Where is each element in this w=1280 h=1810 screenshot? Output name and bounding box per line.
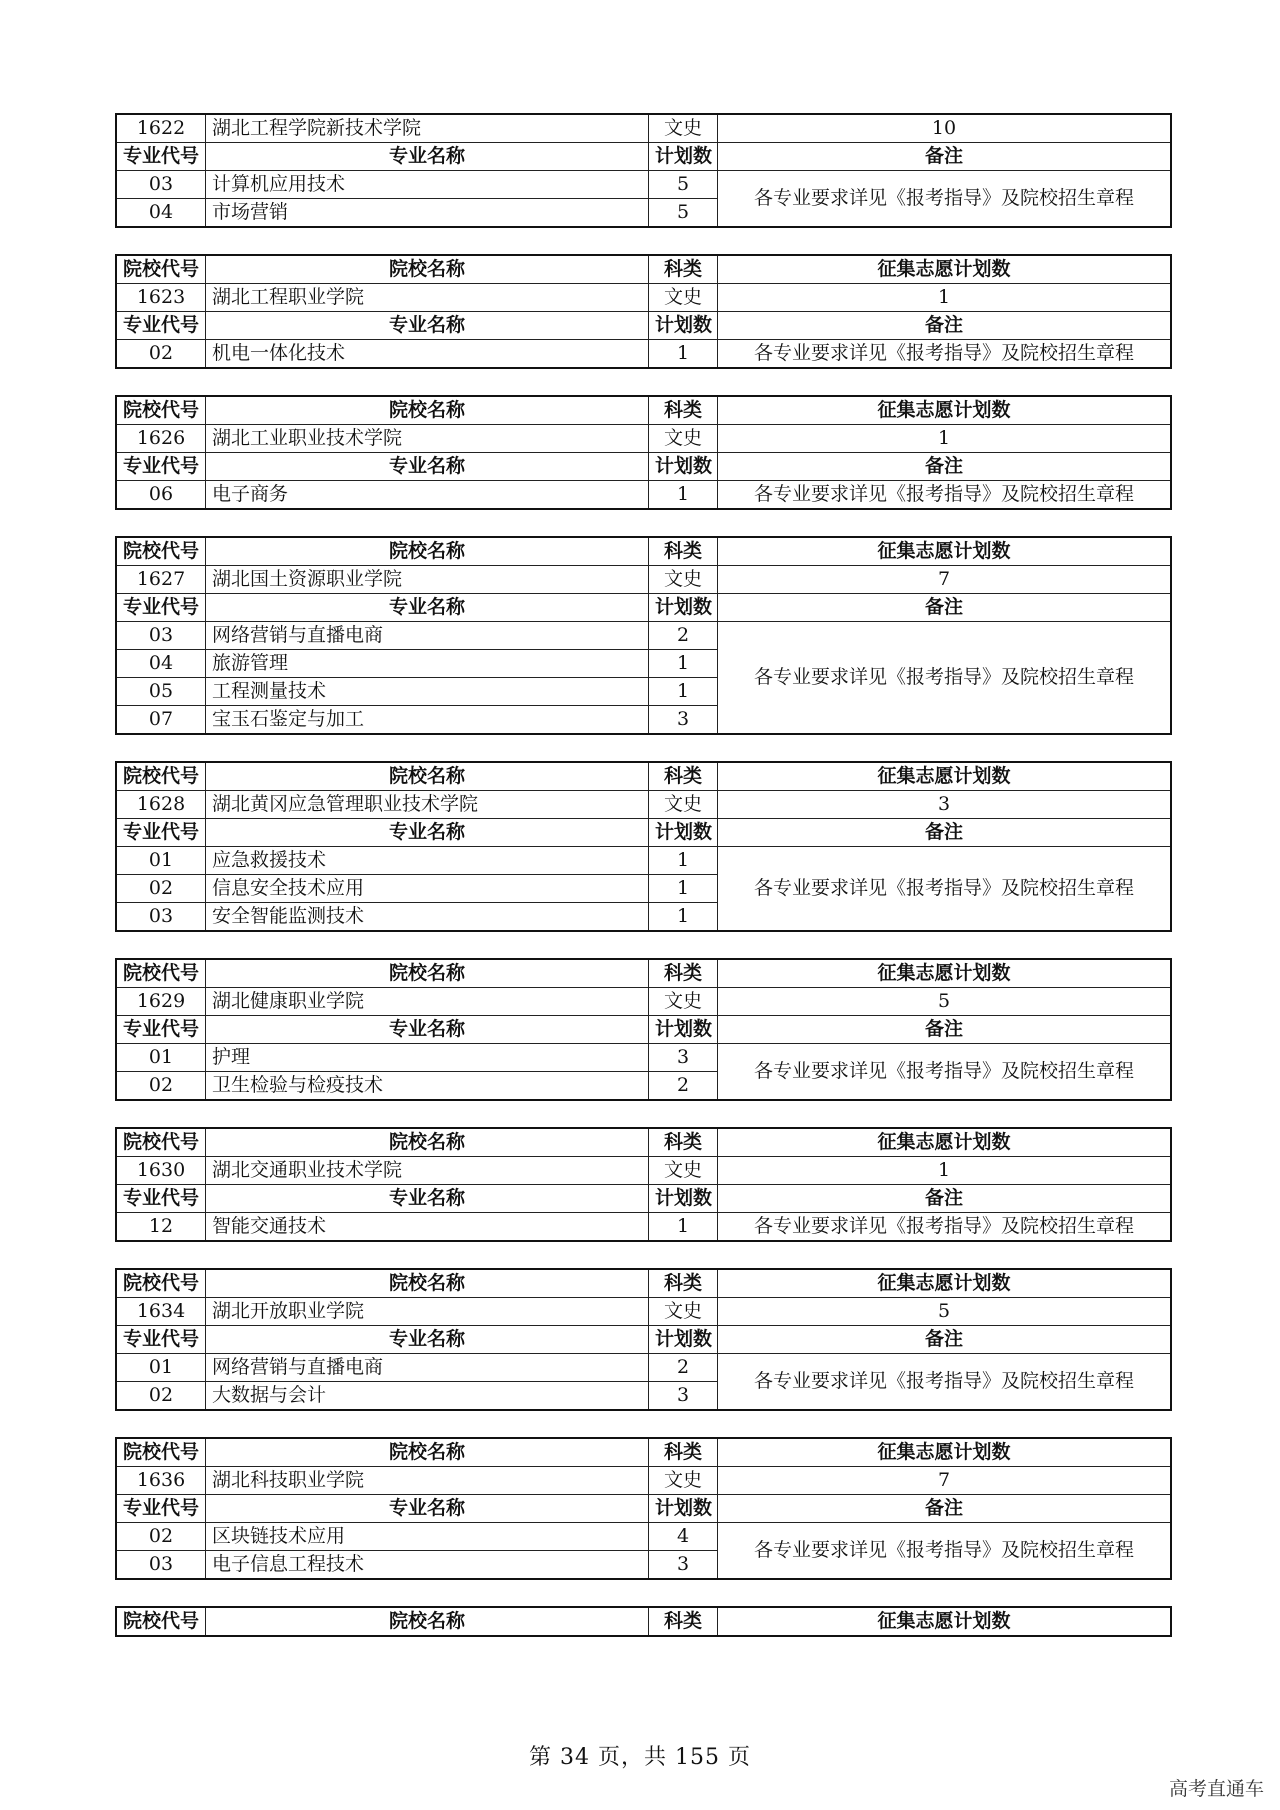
school-category: 文史 (649, 791, 718, 819)
category-header: 科类 (649, 397, 718, 425)
major-code: 01 (117, 1044, 206, 1072)
major-code: 07 (117, 706, 206, 734)
major-note: 各专业要求详见《报考指导》及院校招生章程 (718, 1354, 1171, 1410)
major-name: 电子信息工程技术 (206, 1551, 649, 1579)
major-header-row (117, 1495, 1171, 1523)
plan-count-header: 计划数 (649, 819, 718, 847)
school-code: 1636 (117, 1467, 206, 1495)
school-name-header: 院校名称 (206, 1439, 649, 1467)
school-header-row (117, 1608, 1171, 1636)
school-name: 湖北工程学院新技术学院 (206, 115, 649, 143)
major-name-header: 专业名称 (206, 1495, 649, 1523)
category-header: 科类 (649, 763, 718, 791)
note-header: 备注 (718, 819, 1171, 847)
school-plan-total: 7 (718, 1467, 1171, 1495)
school-table (116, 762, 1171, 931)
major-code-header: 专业代号 (117, 453, 206, 481)
major-plan-count: 3 (649, 1551, 718, 1579)
note-header: 备注 (718, 143, 1171, 171)
major-row (117, 1523, 1171, 1551)
school-row (117, 791, 1171, 819)
major-note: 各专业要求详见《报考指导》及院校招生章程 (718, 847, 1171, 931)
note-header: 备注 (718, 1185, 1171, 1213)
major-name: 机电一体化技术 (206, 340, 649, 368)
school-code: 1630 (117, 1157, 206, 1185)
major-plan-count: 2 (649, 622, 718, 650)
plan-count-header: 计划数 (649, 312, 718, 340)
major-code: 04 (117, 199, 206, 227)
major-name: 信息安全技术应用 (206, 875, 649, 903)
major-name: 安全智能监测技术 (206, 903, 649, 931)
school-category: 文史 (649, 284, 718, 312)
major-name: 网络营销与直播电商 (206, 1354, 649, 1382)
major-row (117, 622, 1171, 650)
major-plan-count: 4 (649, 1523, 718, 1551)
plan-total-header: 征集志愿计划数 (718, 256, 1171, 284)
major-name-header: 专业名称 (206, 594, 649, 622)
plan-count-header: 计划数 (649, 1185, 718, 1213)
major-code: 03 (117, 1551, 206, 1579)
school-row (117, 425, 1171, 453)
major-name: 电子商务 (206, 481, 649, 509)
school-table (116, 1128, 1171, 1241)
school-category: 文史 (649, 566, 718, 594)
note-header: 备注 (718, 1016, 1171, 1044)
school-name: 湖北国土资源职业学院 (206, 566, 649, 594)
major-header-row (117, 143, 1171, 171)
school-code-header: 院校代号 (117, 1270, 206, 1298)
school-code-header: 院校代号 (117, 538, 206, 566)
school-table (116, 1269, 1171, 1410)
major-plan-count: 1 (649, 340, 718, 368)
category-header: 科类 (649, 960, 718, 988)
major-row (117, 171, 1171, 199)
school-name-header: 院校名称 (206, 763, 649, 791)
plan-total-header: 征集志愿计划数 (718, 1270, 1171, 1298)
school-code-header: 院校代号 (117, 256, 206, 284)
school-name-header: 院校名称 (206, 1129, 649, 1157)
school-row (117, 1157, 1171, 1185)
major-code-header: 专业代号 (117, 1185, 206, 1213)
major-code: 02 (117, 340, 206, 368)
school-plan-total: 1 (718, 284, 1171, 312)
major-name-header: 专业名称 (206, 1016, 649, 1044)
school-plan-total: 3 (718, 791, 1171, 819)
school-code-header: 院校代号 (117, 397, 206, 425)
school-table (116, 537, 1171, 734)
major-header-row (117, 1185, 1171, 1213)
major-plan-count: 1 (649, 1213, 718, 1241)
school-category: 文史 (649, 425, 718, 453)
plan-total-header: 征集志愿计划数 (718, 397, 1171, 425)
major-note: 各专业要求详见《报考指导》及院校招生章程 (718, 481, 1171, 509)
major-name-header: 专业名称 (206, 312, 649, 340)
admission-plan-tables (116, 114, 1170, 1664)
plan-total-header: 征集志愿计划数 (718, 1129, 1171, 1157)
plan-total-header: 征集志愿计划数 (718, 538, 1171, 566)
school-plan-total: 10 (718, 115, 1171, 143)
major-name: 工程测量技术 (206, 678, 649, 706)
school-category: 文史 (649, 1467, 718, 1495)
plan-total-header: 征集志愿计划数 (718, 1608, 1171, 1636)
school-header-row (117, 1439, 1171, 1467)
major-code: 05 (117, 678, 206, 706)
major-row (117, 340, 1171, 368)
school-table (116, 959, 1171, 1100)
school-row (117, 566, 1171, 594)
note-header: 备注 (718, 312, 1171, 340)
major-plan-count: 3 (649, 1044, 718, 1072)
note-header: 备注 (718, 1326, 1171, 1354)
major-code: 02 (117, 1072, 206, 1100)
school-name-header: 院校名称 (206, 397, 649, 425)
major-code: 03 (117, 171, 206, 199)
major-header-row (117, 1326, 1171, 1354)
category-header: 科类 (649, 256, 718, 284)
school-name: 湖北交通职业技术学院 (206, 1157, 649, 1185)
major-name: 护理 (206, 1044, 649, 1072)
major-code-header: 专业代号 (117, 594, 206, 622)
major-row (117, 847, 1171, 875)
school-header-row (117, 538, 1171, 566)
major-plan-count: 1 (649, 678, 718, 706)
major-plan-count: 1 (649, 481, 718, 509)
school-code-header: 院校代号 (117, 763, 206, 791)
school-table (116, 114, 1171, 227)
school-code: 1628 (117, 791, 206, 819)
major-code: 01 (117, 1354, 206, 1382)
school-name-header: 院校名称 (206, 1608, 649, 1636)
school-header-row (117, 763, 1171, 791)
watermark-text: 高考直通车 (1168, 1778, 1264, 1800)
major-name: 计算机应用技术 (206, 171, 649, 199)
category-header: 科类 (649, 1270, 718, 1298)
school-category: 文史 (649, 115, 718, 143)
school-header-row (117, 1270, 1171, 1298)
major-header-row (117, 594, 1171, 622)
major-note: 各专业要求详见《报考指导》及院校招生章程 (718, 171, 1171, 227)
major-code: 02 (117, 1382, 206, 1410)
school-name: 湖北工程职业学院 (206, 284, 649, 312)
major-note: 各专业要求详见《报考指导》及院校招生章程 (718, 340, 1171, 368)
major-name: 网络营销与直播电商 (206, 622, 649, 650)
school-code: 1622 (117, 115, 206, 143)
school-name: 湖北黄冈应急管理职业技术学院 (206, 791, 649, 819)
major-code-header: 专业代号 (117, 1326, 206, 1354)
major-plan-count: 1 (649, 847, 718, 875)
plan-count-header: 计划数 (649, 143, 718, 171)
major-note: 各专业要求详见《报考指导》及院校招生章程 (718, 1523, 1171, 1579)
major-code: 04 (117, 650, 206, 678)
category-header: 科类 (649, 1608, 718, 1636)
major-plan-count: 2 (649, 1354, 718, 1382)
school-row (117, 1298, 1171, 1326)
major-name-header: 专业名称 (206, 1326, 649, 1354)
school-category: 文史 (649, 1157, 718, 1185)
major-name-header: 专业名称 (206, 819, 649, 847)
major-code-header: 专业代号 (117, 312, 206, 340)
school-header-row (117, 1129, 1171, 1157)
major-row (117, 1044, 1171, 1072)
major-plan-count: 1 (649, 875, 718, 903)
school-code-header: 院校代号 (117, 1608, 206, 1636)
plan-count-header: 计划数 (649, 1326, 718, 1354)
major-code: 03 (117, 903, 206, 931)
category-header: 科类 (649, 538, 718, 566)
school-table (116, 396, 1171, 509)
major-note: 各专业要求详见《报考指导》及院校招生章程 (718, 1213, 1171, 1241)
school-row (117, 284, 1171, 312)
major-header-row (117, 312, 1171, 340)
page-footer: 第 34 页，共 155 页 (529, 1745, 751, 1770)
major-name: 大数据与会计 (206, 1382, 649, 1410)
note-header: 备注 (718, 453, 1171, 481)
school-table (116, 255, 1171, 368)
major-code-header: 专业代号 (117, 1495, 206, 1523)
major-code: 03 (117, 622, 206, 650)
school-table (116, 1438, 1171, 1579)
major-plan-count: 2 (649, 1072, 718, 1100)
major-plan-count: 5 (649, 171, 718, 199)
school-code: 1629 (117, 988, 206, 1016)
major-name: 卫生检验与检疫技术 (206, 1072, 649, 1100)
major-code: 12 (117, 1213, 206, 1241)
major-code: 01 (117, 847, 206, 875)
major-code: 02 (117, 875, 206, 903)
major-name: 宝玉石鉴定与加工 (206, 706, 649, 734)
major-name-header: 专业名称 (206, 1185, 649, 1213)
school-header-row (117, 960, 1171, 988)
school-header-row (117, 397, 1171, 425)
major-header-row (117, 819, 1171, 847)
plan-count-header: 计划数 (649, 594, 718, 622)
plan-total-header: 征集志愿计划数 (718, 1439, 1171, 1467)
major-plan-count: 1 (649, 903, 718, 931)
major-name-header: 专业名称 (206, 143, 649, 171)
major-code: 06 (117, 481, 206, 509)
school-row (117, 1467, 1171, 1495)
school-plan-total: 5 (718, 988, 1171, 1016)
school-name: 湖北开放职业学院 (206, 1298, 649, 1326)
major-name-header: 专业名称 (206, 453, 649, 481)
school-plan-total: 5 (718, 1298, 1171, 1326)
school-row (117, 115, 1171, 143)
major-code: 02 (117, 1523, 206, 1551)
school-code: 1634 (117, 1298, 206, 1326)
plan-total-header: 征集志愿计划数 (718, 763, 1171, 791)
major-row (117, 1354, 1171, 1382)
school-name: 湖北科技职业学院 (206, 1467, 649, 1495)
school-name-header: 院校名称 (206, 538, 649, 566)
school-code: 1627 (117, 566, 206, 594)
major-note: 各专业要求详见《报考指导》及院校招生章程 (718, 622, 1171, 734)
major-name: 智能交通技术 (206, 1213, 649, 1241)
major-plan-count: 3 (649, 1382, 718, 1410)
school-plan-total: 1 (718, 1157, 1171, 1185)
school-code: 1623 (117, 284, 206, 312)
major-plan-count: 5 (649, 199, 718, 227)
category-header: 科类 (649, 1439, 718, 1467)
category-header: 科类 (649, 1129, 718, 1157)
school-name-header: 院校名称 (206, 256, 649, 284)
school-name: 湖北健康职业学院 (206, 988, 649, 1016)
school-plan-total: 7 (718, 566, 1171, 594)
major-code-header: 专业代号 (117, 143, 206, 171)
major-note: 各专业要求详见《报考指导》及院校招生章程 (718, 1044, 1171, 1100)
major-name: 旅游管理 (206, 650, 649, 678)
school-code-header: 院校代号 (117, 1439, 206, 1467)
major-row (117, 481, 1171, 509)
school-header-row (117, 256, 1171, 284)
school-category: 文史 (649, 1298, 718, 1326)
major-header-row (117, 453, 1171, 481)
school-table (116, 1607, 1171, 1636)
school-name: 湖北工业职业技术学院 (206, 425, 649, 453)
major-plan-count: 1 (649, 650, 718, 678)
major-code-header: 专业代号 (117, 1016, 206, 1044)
major-name: 区块链技术应用 (206, 1523, 649, 1551)
school-plan-total: 1 (718, 425, 1171, 453)
school-category: 文史 (649, 988, 718, 1016)
plan-count-header: 计划数 (649, 453, 718, 481)
major-header-row (117, 1016, 1171, 1044)
plan-count-header: 计划数 (649, 1495, 718, 1523)
major-plan-count: 3 (649, 706, 718, 734)
school-name-header: 院校名称 (206, 1270, 649, 1298)
plan-count-header: 计划数 (649, 1016, 718, 1044)
plan-total-header: 征集志愿计划数 (718, 960, 1171, 988)
school-code-header: 院校代号 (117, 1129, 206, 1157)
note-header: 备注 (718, 1495, 1171, 1523)
major-name: 应急救援技术 (206, 847, 649, 875)
school-name-header: 院校名称 (206, 960, 649, 988)
major-code-header: 专业代号 (117, 819, 206, 847)
school-code-header: 院校代号 (117, 960, 206, 988)
note-header: 备注 (718, 594, 1171, 622)
major-row (117, 1213, 1171, 1241)
school-row (117, 988, 1171, 1016)
major-name: 市场营销 (206, 199, 649, 227)
school-code: 1626 (117, 425, 206, 453)
